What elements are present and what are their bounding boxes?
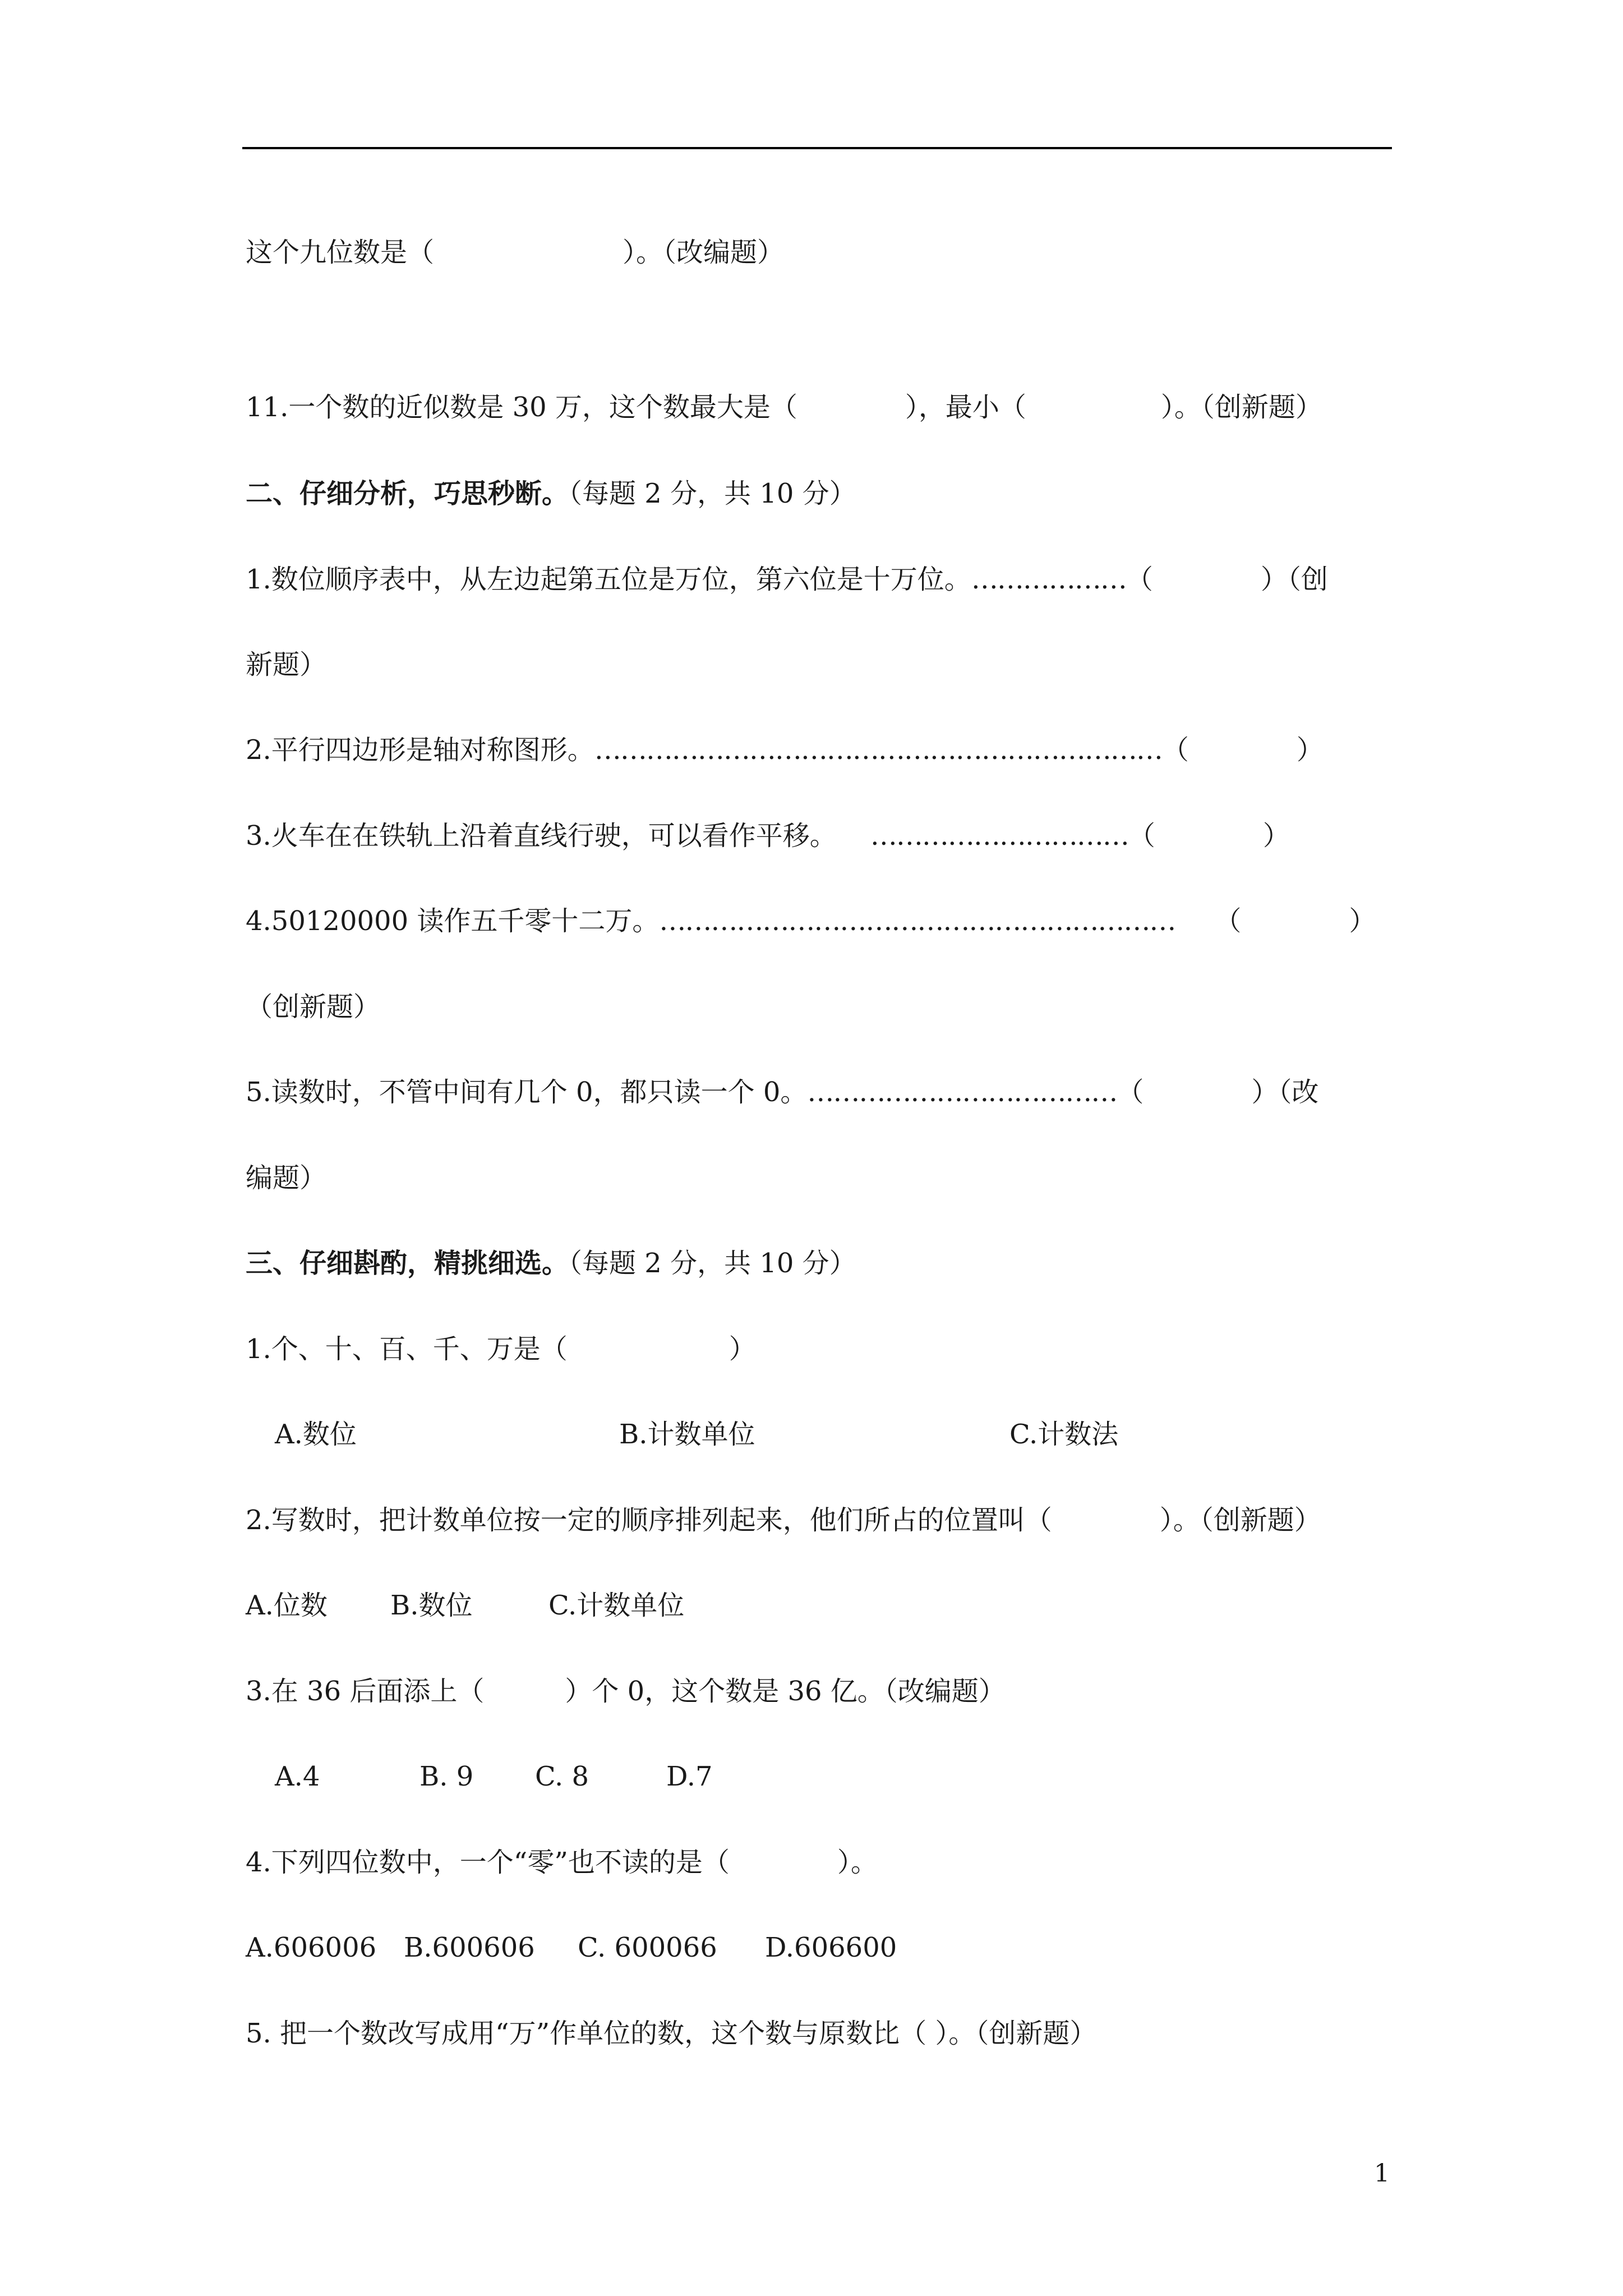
section3-score: （每题 2 分，共 10 分） [569, 1248, 856, 1279]
judge-item-text: 1.数位顺序表中，从左边起第五位是万位，第六位是十万位。 [246, 564, 971, 595]
choice-q3-option-c[interactable]: C. 8 [535, 1761, 589, 1792]
judge-item-1-tag-cont: 新题） [246, 649, 327, 680]
section2-heading [246, 477, 856, 510]
dot-leader: ……………… [971, 564, 1126, 595]
judge-item-2 [246, 733, 1324, 767]
choice-q1: 1.个、十、百、千、万是（ ） [246, 1333, 756, 1365]
section3-title: 三、仔细斟酌，精挑细选。 [246, 1248, 569, 1279]
q10-continuation: 这个九位数是（ ）。（改编题） [246, 237, 785, 268]
judge-item-3 [246, 819, 1290, 853]
choice-q2: 2.写数时，把计数单位按一定的顺序排列起来，他们所占的位置叫（ ）。（创新题） [246, 1504, 1321, 1536]
judge-item-5 [246, 1075, 1318, 1109]
judge-item-text: 2.平行四边形是轴对称图形。 [246, 734, 594, 766]
header-rule [242, 147, 1392, 149]
choice-q4-option-d[interactable]: D.606600 [765, 1932, 897, 1963]
judge-item-4 [246, 904, 1376, 938]
choice-q2-option-b[interactable]: B.数位 [390, 1590, 473, 1621]
judge-item-tag: （创 [1287, 564, 1328, 595]
q11-text: 11.一个数的近似数是 30 万，这个数最大是（ ），最小（ ）。（创新题） [246, 392, 1322, 423]
dot-leader: ……………………………… [807, 1076, 1117, 1108]
section3-heading [246, 1246, 856, 1280]
dot-leader: ………………………… [870, 820, 1128, 852]
choice-q1-option-c[interactable]: C.计数法 [1009, 1419, 1119, 1450]
answer-blank[interactable]: （ ） [1117, 1076, 1279, 1108]
section2-title: 二、仔细分析，巧思秒断。 [246, 478, 569, 509]
page-number: 1 [1374, 2159, 1390, 2188]
answer-blank[interactable]: （ ） [1126, 564, 1288, 595]
choice-q4: 4.下列四位数中，一个“零”也不读的是（ ）。 [246, 1847, 878, 1878]
section2-score: （每题 2 分，共 10 分） [569, 478, 856, 509]
judge-item-text: 5.读数时，不管中间有几个 0，都只读一个 0。 [246, 1076, 808, 1108]
judge-item-5-tag-cont: 编题） [246, 1162, 327, 1194]
judge-item-text: 3.火车在在铁轨上沿着直线行驶，可以看作平移。 [246, 820, 837, 852]
answer-blank[interactable]: （ ） [1128, 820, 1290, 852]
choice-q3-option-b[interactable]: B. 9 [419, 1761, 474, 1792]
choice-q3-option-a[interactable]: A.4 [275, 1761, 320, 1792]
dot-leader: …………………………………………………… [659, 905, 1175, 937]
judge-item-text: 4.50120000 读作五千零十二万。 [246, 905, 660, 937]
judge-item-1 [246, 563, 1328, 596]
judge-item-4-tag: （创新题） [246, 991, 381, 1023]
choice-q2-option-a[interactable]: A.位数 [246, 1590, 328, 1621]
choice-q1-option-a[interactable]: A.数位 [275, 1419, 357, 1450]
choice-q4-option-a[interactable]: A.606006 [246, 1932, 377, 1963]
dot-leader: ………………………………………………………… [594, 734, 1162, 766]
choice-q5: 5. 把一个数改写成用“万”作单位的数，这个数与原数比（ ）。（创新题） [246, 2018, 1097, 2049]
answer-blank[interactable]: （ ） [1214, 905, 1376, 937]
choice-q3: 3.在 36 后面添上（ ）个 0，这个数是 36 亿。（改编题） [246, 1676, 1006, 1707]
choice-q2-option-c[interactable]: C.计数单位 [548, 1590, 685, 1621]
judge-item-tag: （改 [1278, 1076, 1319, 1108]
answer-blank[interactable]: （ ） [1161, 734, 1324, 766]
choice-q1-option-b[interactable]: B.计数单位 [619, 1419, 755, 1450]
choice-q4-option-b[interactable]: B.600606 [404, 1932, 535, 1963]
choice-q4-option-c[interactable]: C. 600066 [578, 1932, 717, 1963]
choice-q3-option-d[interactable]: D.7 [666, 1761, 713, 1792]
